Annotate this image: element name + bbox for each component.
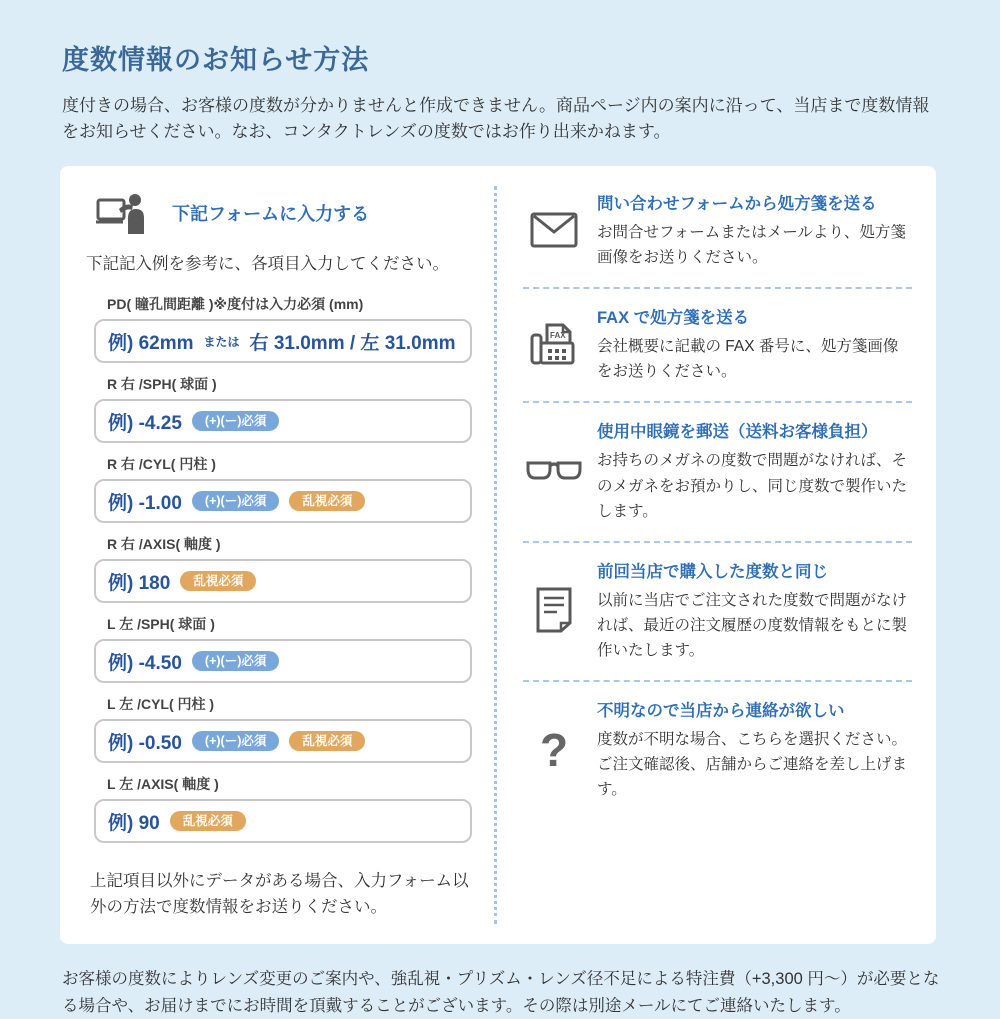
- example-text: 例) 62mm: [108, 332, 194, 354]
- sign-required-badge: (+)(ー)必須: [192, 651, 279, 672]
- method-item-mail-glasses: [523, 403, 912, 542]
- fax-icon: [523, 321, 585, 367]
- method-body: 以前に当店でご注文された度数で問題がなければ、最近の注文履歴の度数情報をもとに製作いたします。: [597, 591, 908, 659]
- method-title: 問い合わせフォームから処方箋を送る: [597, 195, 877, 213]
- question-icon: ?: [539, 723, 569, 776]
- method-title: FAX で処方箋を送る: [597, 309, 750, 328]
- example-text: 例) 90: [108, 812, 160, 834]
- example-text: 例) -0.50: [108, 732, 182, 754]
- person-computer-icon: [96, 192, 150, 234]
- field-label: L 左 /CYL( 円柱 ): [107, 696, 215, 712]
- astigmatism-required-badge: 乱視必須: [170, 811, 246, 832]
- method-body: お持ちのメガネの度数で問題がなければ、そのメガネをお預かりし、同じ度数で製作いたします。: [597, 452, 908, 520]
- example-box: [94, 639, 472, 683]
- astigmatism-required-badge: 乱視必須: [289, 491, 365, 512]
- info-panel: [60, 166, 936, 944]
- form-column: [60, 166, 494, 944]
- form-field-r-cyl: [94, 454, 472, 523]
- field-label: R 右 /AXIS( 軸度 ): [107, 536, 221, 552]
- example-box: [94, 559, 472, 603]
- example-text: 例) -1.00: [108, 492, 182, 514]
- form-heading: 下記フォームに入力する: [172, 204, 370, 224]
- svg-text:FAX: FAX: [550, 331, 566, 341]
- field-label: PD( 瞳孔間距離 )※度付は入力必須 (mm): [107, 296, 364, 312]
- form-field-r-axis: [94, 534, 472, 603]
- example-box: [94, 719, 472, 763]
- example-text-small: または: [203, 334, 240, 349]
- method-item-contact-form: [523, 186, 912, 289]
- form-field-l-cyl: [94, 694, 472, 763]
- method-body: お問合せフォームまたはメールより、処方箋画像をお送りください。: [597, 224, 906, 267]
- footer-note: お客様の度数によりレンズ変更のご案内や、強乱視・プリズム・レンズ径不足による特注費（+3,300 円〜）が必要となる場合や、お届けまでにお時間を頂戴することがございます。その際は別途メールにてご連絡いたします。: [62, 970, 940, 1015]
- example-box: [94, 479, 472, 523]
- methods-column: [494, 186, 936, 924]
- example-box: [94, 799, 472, 843]
- example-box: [94, 319, 472, 363]
- field-label: L 左 /SPH( 球面 ): [107, 616, 215, 632]
- method-item-previous-order: [523, 543, 912, 682]
- astigmatism-required-badge: 乱視必須: [180, 571, 256, 592]
- form-field-pd: [94, 294, 472, 363]
- form-note: 上記項目以外にデータがある場合、入力フォーム以外の方法で度数情報をお送りください。: [90, 872, 469, 916]
- page-title: 度数情報のお知らせ方法: [62, 45, 370, 75]
- intro-text: 度付きの場合、お客様の度数が分かりませんと作成できません。商品ページ内の案内に沿って、当店まで度数情報をお知らせください。なお、コンタクトレンズの度数ではお作り出来かねます。: [62, 96, 930, 141]
- glasses-icon: [523, 459, 585, 483]
- example-text: 例) 180: [108, 572, 171, 594]
- method-body: 度数が不明な場合、こちらを選択ください。ご注文確認後、店舗からご連絡を差し上げます。: [597, 731, 908, 799]
- example-text: 例) -4.25: [108, 412, 182, 434]
- sign-required-badge: (+)(ー)必須: [192, 411, 279, 432]
- document-icon: [523, 586, 585, 634]
- field-label: R 右 /SPH( 球面 ): [107, 376, 217, 392]
- example-box: [94, 399, 472, 443]
- field-label: R 右 /CYL( 円柱 ): [107, 456, 216, 472]
- method-item-fax: [523, 289, 912, 403]
- method-title: 使用中眼鏡を郵送（送料お客様負担）: [597, 423, 878, 442]
- method-title: 不明なので当店から連絡が欲しい: [597, 702, 845, 721]
- sign-required-badge: (+)(ー)必須: [192, 731, 279, 752]
- form-sub-text: 下記記入例を参考に、各項目入力してください。: [86, 255, 449, 273]
- form-header: [86, 192, 472, 234]
- method-item-contact-me: [523, 682, 912, 819]
- sign-required-badge: (+)(ー)必須: [192, 491, 279, 512]
- method-title: 前回当店で購入した度数と同じ: [597, 562, 828, 581]
- method-body: 会社概要に記載の FAX 番号に、処方箋画像をお送りください。: [597, 338, 899, 381]
- form-field-l-axis: [94, 774, 472, 843]
- mail-icon: [523, 212, 585, 248]
- example-text: 右 31.0mm / 左 31.0mm: [249, 332, 456, 354]
- form-field-l-sph: [94, 614, 472, 683]
- form-field-r-sph: [94, 374, 472, 443]
- astigmatism-required-badge: 乱視必須: [289, 731, 365, 752]
- field-label: L 左 /AXIS( 軸度 ): [107, 776, 219, 792]
- example-text: 例) -4.50: [108, 652, 182, 674]
